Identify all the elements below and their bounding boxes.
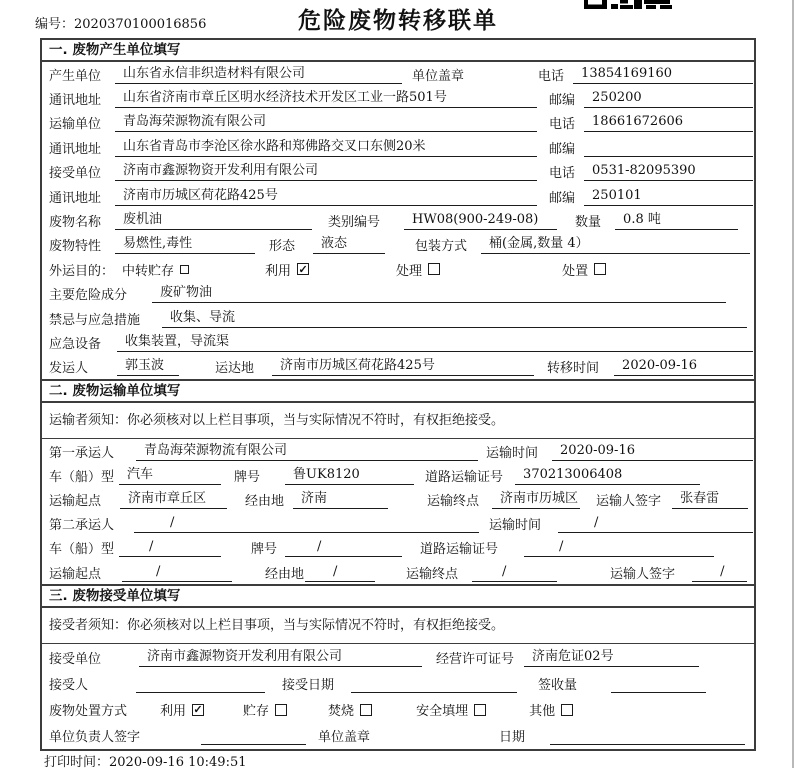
field-value: 桶(金属,数量 4） xyxy=(481,235,750,254)
field-label: 类别编号 xyxy=(328,215,381,231)
field-label: 运达地 xyxy=(215,361,255,377)
field-value-blank xyxy=(351,674,517,693)
field-label: 第一承运人 xyxy=(49,445,115,461)
field-value: / xyxy=(472,563,557,582)
checkbox-other xyxy=(561,704,573,716)
field-label: 禁忌与应急措施 xyxy=(49,312,141,328)
page-right-edge xyxy=(792,0,794,768)
option-label: 处理 xyxy=(396,263,423,279)
field-label: 运输起点 xyxy=(49,494,102,510)
field-label: 车（船）型 xyxy=(49,542,115,558)
serial-value: 2020370100016856 xyxy=(74,17,207,32)
section3-body xyxy=(42,644,754,749)
field-label: 发运人 xyxy=(49,361,89,377)
row-outbound-purpose xyxy=(42,257,754,281)
field-label: 通讯地址 xyxy=(49,141,102,157)
field-label: 日期 xyxy=(499,730,526,746)
option-label: 利用 xyxy=(160,704,187,720)
field-label: 转移时间 xyxy=(547,361,600,377)
field-value-blank xyxy=(550,726,745,745)
field-label: 经由地 xyxy=(245,494,285,510)
field-value: 山东省济南市章丘区明水经济技术开发区工业一路501号 xyxy=(115,89,537,108)
field-value: 废机油 xyxy=(115,211,312,230)
field-label: 牌号 xyxy=(234,469,261,485)
field-value: / xyxy=(524,538,714,557)
field-label: 接受日期 xyxy=(282,677,335,693)
field-label: 运输起点 xyxy=(49,566,102,582)
field-value: 济南市历城区 xyxy=(492,490,580,509)
option-label: 处置 xyxy=(562,263,589,279)
field-value: 易燃性,毒性 xyxy=(115,235,255,254)
field-label: 邮编 xyxy=(549,141,576,157)
field-label: 运输时间 xyxy=(486,445,539,461)
row-receiver-unit xyxy=(42,160,754,184)
transfer-manifest-table xyxy=(40,38,756,751)
receiver-notice: 接受者须知：你必须核对以上栏目事项，当与实际情况不符时，有权拒绝接受。 xyxy=(42,608,754,644)
field-value: 250101 xyxy=(584,187,753,206)
print-time xyxy=(44,751,247,770)
unit-seal-label: 单位盖章 xyxy=(412,68,465,84)
field-value: / xyxy=(119,538,221,557)
field-value: 收集装置，导流渠 xyxy=(117,333,753,352)
field-value-blank xyxy=(584,138,753,157)
field-value-blank xyxy=(611,674,706,693)
option-label: 贮存 xyxy=(243,704,270,720)
field-value: / xyxy=(692,563,747,582)
section1-body xyxy=(42,62,754,379)
field-label: 道路运输证号 xyxy=(425,469,504,485)
transporter-notice: 运输者须知：你必须核对以上栏目事项，当与实际情况不符时，有权拒绝接受。 xyxy=(42,403,754,439)
field-value: 济南 xyxy=(293,490,388,509)
field-value: 济南市章丘区 xyxy=(120,490,227,509)
section1-title: 一. 废物产生单位填写 xyxy=(42,40,754,62)
field-value: 山东省永信非织造材料有限公司 xyxy=(115,65,402,84)
field-label: 包装方式 xyxy=(415,239,468,255)
field-label: 应急设备 xyxy=(49,336,102,352)
row-transport-route-1 xyxy=(42,487,754,511)
checkbox-utilize: ✓ xyxy=(298,262,308,276)
field-label: 外运目的： xyxy=(49,263,115,279)
checkbox-incineration xyxy=(360,704,372,716)
field-label: 经由地 xyxy=(265,566,305,582)
field-label: 产生单位 xyxy=(49,68,102,84)
row-second-carrier xyxy=(42,512,754,536)
field-value-blank xyxy=(136,674,265,693)
row-vehicle-type-1 xyxy=(42,463,754,487)
field-label: 邮编 xyxy=(549,190,576,206)
option-label: 利用 xyxy=(265,263,292,279)
field-label: 电话 xyxy=(538,68,565,84)
field-value: 0.8 吨 xyxy=(615,211,738,230)
field-value: / xyxy=(305,563,375,582)
row-transport-route-2 xyxy=(42,560,754,584)
checkbox-transfer-storage xyxy=(180,265,189,274)
field-value: 青岛海荣源物流有限公司 xyxy=(115,113,537,132)
field-label: 数量 xyxy=(575,215,602,231)
field-value: 张春雷 xyxy=(672,490,748,509)
field-value: 郭玉波 xyxy=(117,357,179,376)
field-label: 运输时间 xyxy=(489,518,542,534)
serial-label: 编号： xyxy=(35,17,75,32)
row-receiver-person xyxy=(42,670,754,696)
field-label: 运输人签字 xyxy=(596,494,662,510)
field-label: 接受单位 xyxy=(49,651,102,667)
field-value: 收集、导流 xyxy=(162,309,747,328)
section2-title: 二. 废物运输单位填写 xyxy=(42,379,754,403)
field-label: 邮编 xyxy=(549,93,576,109)
checkbox-treatment xyxy=(428,263,440,275)
section3-title: 三. 废物接受单位填写 xyxy=(42,584,754,608)
field-value: 汽车 xyxy=(119,466,221,485)
field-value: 济南市鑫源物资开发利用有限公司 xyxy=(139,648,422,667)
field-value: / xyxy=(134,514,479,533)
field-value: / xyxy=(558,514,753,533)
row-first-carrier xyxy=(42,439,754,463)
field-value: 济南市历城区荷花路425号 xyxy=(115,187,537,206)
field-value: / xyxy=(285,538,402,557)
field-value: 13854169160 xyxy=(573,65,753,84)
row-receiver-address xyxy=(42,184,754,208)
field-value: 0531-82095390 xyxy=(584,162,753,181)
field-label: 通讯地址 xyxy=(49,190,102,206)
field-value: / xyxy=(122,563,232,582)
field-value: 山东省青岛市李沧区徐水路和郑佛路交叉口东侧20米 xyxy=(115,138,537,157)
qr-code-icon xyxy=(584,0,674,10)
field-value: 青岛海荣源物流有限公司 xyxy=(136,442,478,461)
field-value: HW08(900-249-08) xyxy=(404,211,557,230)
checkbox-utilize: ✓ xyxy=(193,703,203,717)
unit-seal-label: 单位盖章 xyxy=(318,730,371,746)
field-label: 运输人签字 xyxy=(610,566,676,582)
section2-body xyxy=(42,439,754,584)
field-label: 电话 xyxy=(549,166,576,182)
field-label: 签收量 xyxy=(538,677,578,693)
row-transporter-unit xyxy=(42,111,754,135)
row-transporter-address xyxy=(42,135,754,159)
option-label: 其他 xyxy=(529,704,556,720)
option-label: 焚烧 xyxy=(328,704,355,720)
field-label: 运输终点 xyxy=(406,566,459,582)
field-label: 废物特性 xyxy=(49,239,102,255)
page-title: 危险废物转移联单 xyxy=(298,8,498,34)
row-disposal-method xyxy=(42,697,754,723)
field-label: 主要危险成分 xyxy=(49,288,128,304)
field-label: 通讯地址 xyxy=(49,93,102,109)
field-value: 济南市历城区荷花路425号 xyxy=(272,357,534,376)
field-value: 18661672606 xyxy=(584,113,753,132)
field-label: 牌号 xyxy=(251,542,278,558)
row-receiving-unit xyxy=(42,644,754,670)
field-label: 经营许可证号 xyxy=(436,651,515,667)
field-value: 370213006408 xyxy=(515,466,700,485)
field-label: 第二承运人 xyxy=(49,518,115,534)
row-generator-address xyxy=(42,86,754,110)
field-label: 接受人 xyxy=(49,677,89,693)
field-label: 电话 xyxy=(549,117,576,133)
row-vehicle-type-2 xyxy=(42,536,754,560)
field-label: 车（船）型 xyxy=(49,469,115,485)
row-shipper xyxy=(42,355,754,379)
row-contraindication xyxy=(42,306,754,330)
field-value: 鲁UK8120 xyxy=(285,466,414,485)
field-label: 运输终点 xyxy=(427,494,480,510)
field-label: 运输单位 xyxy=(49,117,102,133)
print-time-value: 2020-09-16 10:49:51 xyxy=(109,755,247,770)
checkbox-storage xyxy=(275,704,287,716)
field-value: 250200 xyxy=(584,89,753,108)
row-emergency-equipment xyxy=(42,330,754,354)
field-value: 液态 xyxy=(313,235,385,254)
field-value: 济南市鑫源物资开发利用有限公司 xyxy=(115,162,537,181)
field-label: 形态 xyxy=(269,239,296,255)
print-time-label: 打印时间： xyxy=(44,755,110,770)
field-label: 废物处置方式 xyxy=(49,704,128,720)
field-label: 单位负责人签字 xyxy=(49,730,141,746)
row-generator-unit xyxy=(42,62,754,86)
field-value: 废矿物油 xyxy=(152,284,726,303)
row-waste-characteristics xyxy=(42,233,754,257)
field-label: 道路运输证号 xyxy=(420,542,499,558)
checkbox-disposal xyxy=(594,263,606,275)
field-value: 济南危证02号 xyxy=(524,648,699,667)
field-label: 接受单位 xyxy=(49,166,102,182)
field-label: 废物名称 xyxy=(49,215,102,231)
field-value-blank xyxy=(201,726,306,745)
field-value: 2020-09-16 xyxy=(614,357,753,376)
row-main-hazard xyxy=(42,282,754,306)
option-label: 安全填埋 xyxy=(416,704,469,720)
field-value: 2020-09-16 xyxy=(552,442,753,461)
row-responsible-signature xyxy=(42,723,754,749)
checkbox-secure-landfill xyxy=(474,704,486,716)
option-label: 中转贮存 xyxy=(122,263,175,279)
document-header xyxy=(0,0,796,38)
row-waste-name xyxy=(42,208,754,232)
